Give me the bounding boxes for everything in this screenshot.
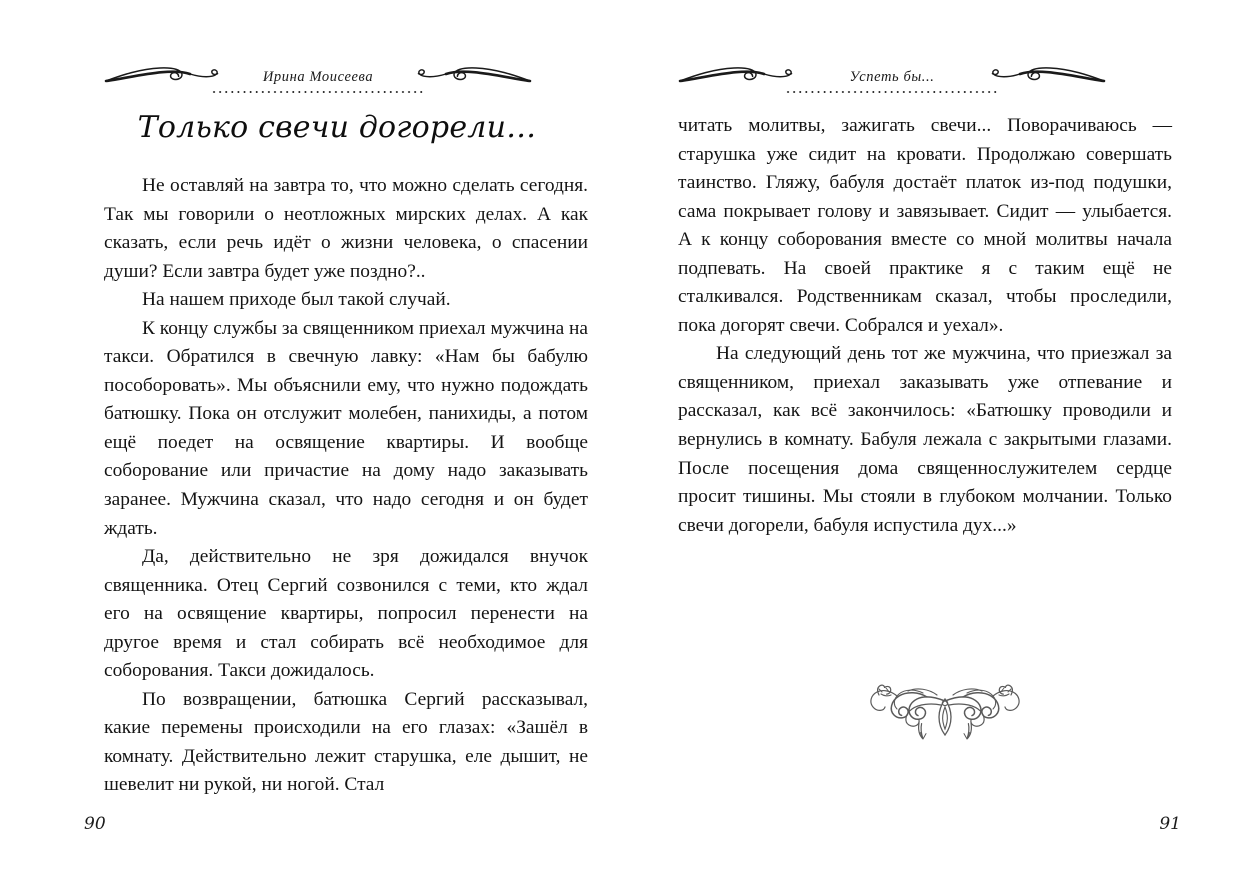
left-running-head	[104, 62, 532, 108]
left-running-head-row	[104, 62, 532, 92]
left-page-number: 90	[84, 814, 106, 834]
right-running-head-row	[678, 62, 1106, 92]
right-page-number: 91	[1159, 814, 1181, 834]
flourish-swash-left-icon	[678, 62, 810, 92]
flourish-swash-right-icon	[400, 62, 532, 92]
right-running-head	[678, 62, 1106, 108]
left-dotted-rule	[211, 89, 425, 95]
flourish-swash-left-icon	[104, 62, 236, 92]
paragraph: Не оставляй на завтра то, что можно сделать сегодня. Так мы говорили о неотложных мирских делах. А как сказать, если речь идёт о жизни человека, о спасении души? Если завтра будет уже поздно?..	[104, 175, 588, 282]
left-running-head-label: Ирина Моисеева	[254, 70, 382, 85]
left-text-column	[104, 172, 588, 800]
flourish-swash-right-icon	[974, 62, 1106, 92]
chapter-title: Только свечи догорели…	[137, 110, 537, 145]
floral-scroll-ornament-icon	[857, 683, 1033, 745]
paragraph: По возвращении, батюшка Сергий рассказывал, какие перемены происходили на его глазах: «Зашёл в комнату. Действительно лежит старушка, еле дышит, не шевелит ни рукой, ни ногой. Стал	[104, 688, 588, 796]
right-dotted-rule	[785, 89, 999, 95]
paragraph: На следующий день тот же мужчина, что приезжал за священником, приехал заказывать уже отпевание и рассказал, как всё закончилось: «Батюшку проводили и вернулись в комнату. Бабуля лежала с закрытыми глазами. После посещения дома священнослужителем сердце просит тишины. Мы стояли в глубоком молчании. Только свечи догорели, бабуля испустила дух...»	[678, 343, 1172, 536]
paragraph: читать молитвы, зажигать свечи... Поворачиваюсь — старушка уже сидит на кровати. Продолжаю совершать таинство. Гляжу, бабуля достаёт платок из-под подушки, сама покрывает голову и завязывает. Сидит — улыбается. А к концу соборования вместе со мной молитвы начала подпевать. На своей практике я с таким ещё не сталкивался. Родственникам сказал, чтобы проследили, пока догорят свечи. Собрался и уехал».	[678, 115, 1172, 336]
paragraph: На нашем приходе был такой случай.	[142, 289, 451, 311]
paragraph: К концу службы за священником приехал мужчина на такси. Обратился в свечную лавку: «Нам бы бабулю пособоровать». Мы объяснили ему, что нужно подождать батюшку. Пока он отслужит молебен, панихиды, а потом ещё поедет на освящение квартиры. И вообще соборование или причастие на дому надо заказывать заранее. Мужчина сказал, что надо сегодня и он будет ждать.	[104, 317, 589, 539]
right-running-head-label: Успеть бы...	[841, 70, 944, 85]
right-page	[630, 0, 1260, 882]
right-text-column	[678, 112, 1172, 540]
paragraph: Да, действительно не зря дожидался внучок священника. Отец Сергий созвонился с теми, кто ждал его на освящение квартиры, попросил перенести на другое время и стал собирать всё необходимое для соборования. Такси дожидалось.	[104, 546, 588, 682]
